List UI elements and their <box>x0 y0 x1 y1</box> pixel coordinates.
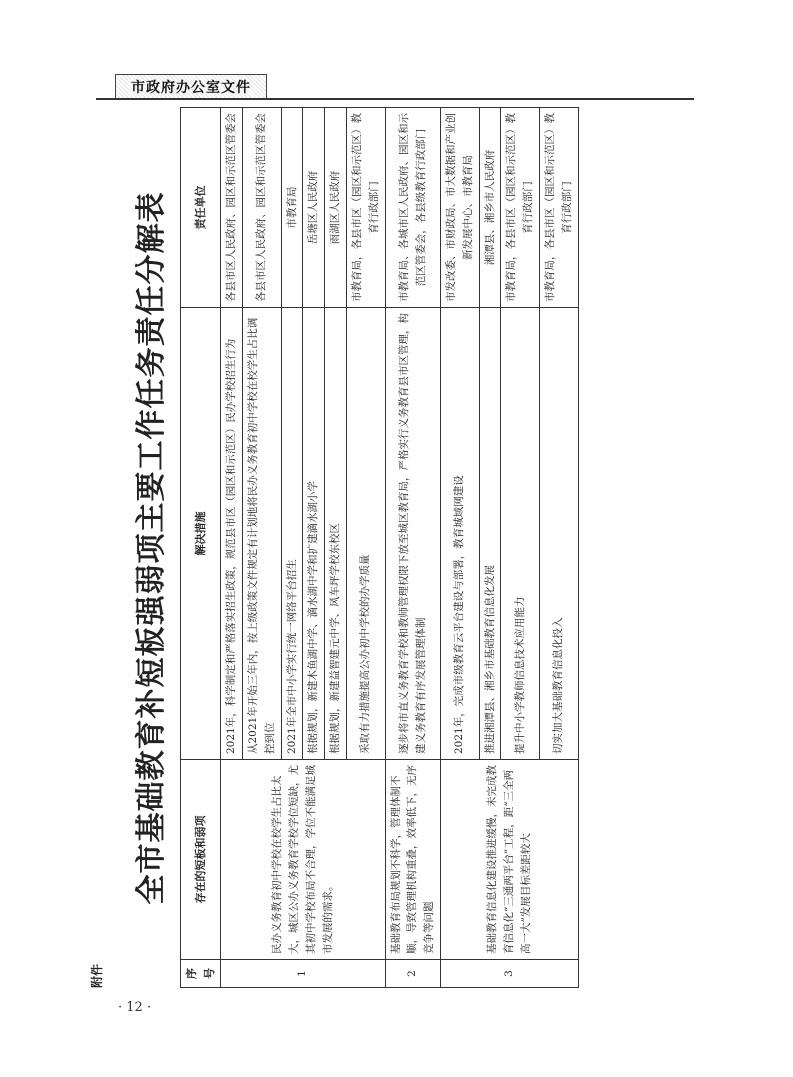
page-number: · 12 · <box>118 1000 152 1015</box>
table-row <box>385 108 440 988</box>
measure-cell: 2021年，完成市级教育云平台建设与部署，教育城域网建设 <box>440 308 479 760</box>
measure-cell: 采取有力措施提高公办初中学校的办学质量 <box>346 308 385 760</box>
unit-cell: 市教育局，各县市区（园区和示范区）教育行政部门 <box>346 108 385 308</box>
issue-cell: 基础教育信息化建设推进缓慢，未完成教育信息化“三通两平台”工程，距“三全两高一大”发展目标差距较大 <box>440 760 578 960</box>
unit-cell: 市教育局、各城市区人民政府、园区和示范区管委会，各县级教育行政部门 <box>385 108 440 308</box>
unit-cell: 各县市区人民政府、园区和示范区管委会 <box>242 108 281 308</box>
header-rule <box>96 98 694 100</box>
row-number: 2 <box>385 960 440 988</box>
measure-cell: 根据规划，新建益智建元中学、风车坪学校东校区 <box>325 308 347 760</box>
row-number: 3 <box>440 960 578 988</box>
unit-cell: 湘潭县、湘乡市人民政府 <box>479 108 501 308</box>
unit-cell: 市教育局 <box>281 108 303 308</box>
rotated-content <box>88 108 688 988</box>
unit-cell: 市教育局，各县市区（园区和示范区）教育行政部门 <box>539 108 578 308</box>
table-row <box>440 108 479 988</box>
issue-cell: 基础教育布局规划不科学，管理体制不顺，导致管理机构重叠，效率低下，无序竞争等问题 <box>385 760 440 960</box>
responsibility-table <box>180 107 579 988</box>
measure-cell: 从2021年开始三年内，按上级政策文件规定有计划地将民办义务教育初中学校在校学生占比调控到位 <box>242 308 281 760</box>
column-header: 序号 <box>181 960 221 988</box>
unit-cell: 各县市区人民政府、园区和示范区管委会 <box>221 108 243 308</box>
measure-cell: 逐步将市直义务教育学校和教师管理权限下放至城区教育局，严格实行义务教育县市区管理，构建义务教育有序发展管理体制 <box>385 308 440 760</box>
row-number: 1 <box>221 960 385 988</box>
page-title: 全市基础教育补短板强弱项主要工作任务责任分解表 <box>134 191 169 905</box>
unit-cell: 市发改委、市财政局、市大数据和产业创新发展中心、市教育局 <box>440 108 479 308</box>
appendix-label: 附件 <box>90 963 104 988</box>
table-header-row <box>181 108 221 988</box>
measure-cell: 切实加大基础教育信息化投入 <box>539 308 578 760</box>
unit-cell: 雨湖区人民政府 <box>325 108 347 308</box>
unit-cell: 岳塘区人民政府 <box>303 108 325 308</box>
column-header: 解决措施 <box>181 308 221 760</box>
measure-cell: 提升中小学教师信息技术应用能力 <box>501 308 540 760</box>
column-header: 责任单位 <box>181 108 221 308</box>
column-header: 存在的短板和弱项 <box>181 760 221 960</box>
measure-cell: 2021年全市中小学实行统一网络平台招生 <box>281 308 303 760</box>
unit-cell: 市教育局，各县市区（园区和示范区）教育行政部门 <box>501 108 540 308</box>
measure-cell: 推进湘潭县、湘乡市基础教育信息化发展 <box>479 308 501 760</box>
header-badge: 市政府办公室文件 <box>115 74 267 100</box>
measure-cell: 根据规划，新建木鱼湖中学、滴水湖中学和扩建滴水湖小学 <box>303 308 325 760</box>
issue-cell: 民办义务教育初中学校在校学生占比太大，城区公办义务教育学校学位短缺，尤其初中学校布局不合理，学位不能满足城市发展的需求。 <box>221 760 385 960</box>
measure-cell: 2021年，科学制定和严格落实招生政策，规范县市区（园区和示范区）民办学校招生行为 <box>221 308 243 760</box>
table-row <box>221 108 243 988</box>
